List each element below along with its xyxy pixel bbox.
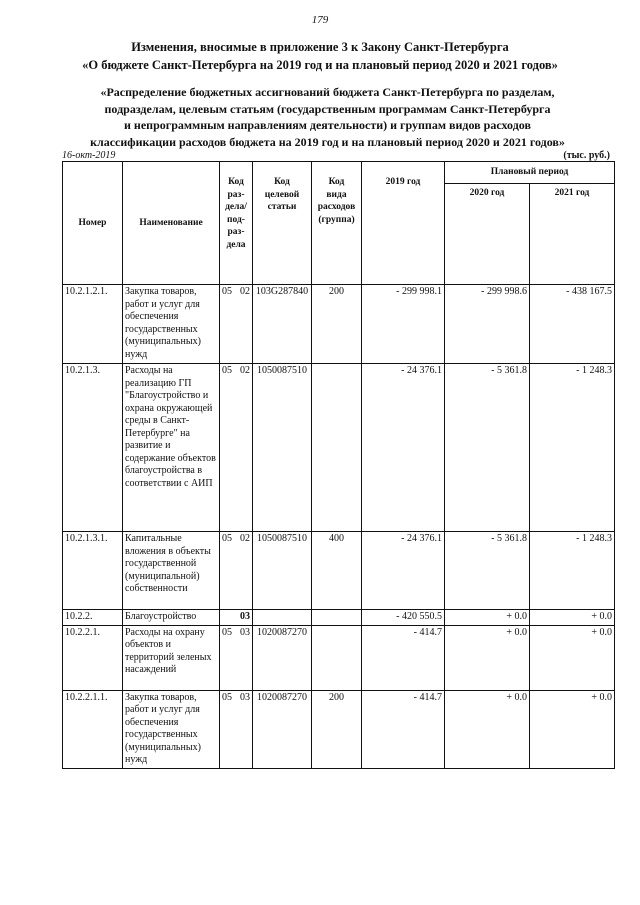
row-2019: - 414.7 <box>362 690 445 768</box>
row-name: Расходы на охрану объектов и территорий зеленых насаждений <box>123 625 220 690</box>
units-label: (тыс. руб.) <box>563 150 610 161</box>
row-target: 1050087510 <box>253 364 312 532</box>
row-2020: - 5 361.8 <box>445 532 530 610</box>
header-expense-type: Код вида расходов (группа) <box>312 162 362 285</box>
row-section: 05 02 <box>220 364 253 532</box>
row-2021: - 1 248.3 <box>530 364 615 532</box>
row-number: 10.2.1.2.1. <box>63 285 123 364</box>
row-2019: - 414.7 <box>362 625 445 690</box>
row-2020: - 5 361.8 <box>445 364 530 532</box>
table-row <box>63 690 615 768</box>
subtitle-line: подразделам, целевым статьям (государственным программам Санкт-Петербурга <box>104 101 551 116</box>
row-2019: - 420 550.5 <box>362 610 445 626</box>
row-type: 200 <box>312 690 362 768</box>
row-target <box>253 610 312 626</box>
row-type <box>312 625 362 690</box>
title-line: Изменения, вносимые в приложение 3 к Закону Санкт-Петербурга <box>131 40 509 54</box>
row-target: 1020087270 <box>253 690 312 768</box>
row-2021: + 0.0 <box>530 610 615 626</box>
document-date: 16-окт-2019 <box>62 150 116 161</box>
subtitle-line: «Распределение бюджетных ассигнований бюджета Санкт-Петербурга по разделам, <box>100 85 555 99</box>
header-2021: 2021 год <box>530 184 615 285</box>
header-number: Номер <box>63 162 123 285</box>
document-title <box>40 38 600 74</box>
row-section: 03 <box>220 610 253 626</box>
row-2020: + 0.0 <box>445 625 530 690</box>
row-2019: - 24 376.1 <box>362 364 445 532</box>
row-2021: - 1 248.3 <box>530 532 615 610</box>
row-type: 200 <box>312 285 362 364</box>
row-section: 05 03 <box>220 690 253 768</box>
header-2019: 2019 год <box>362 162 445 285</box>
table-row <box>63 364 615 532</box>
row-section: 05 03 <box>220 625 253 690</box>
row-2021: - 438 167.5 <box>530 285 615 364</box>
row-2020: + 0.0 <box>445 690 530 768</box>
table-row <box>63 285 615 364</box>
row-2020: + 0.0 <box>445 610 530 626</box>
row-2021: + 0.0 <box>530 625 615 690</box>
row-target: 103G287840 <box>253 285 312 364</box>
header-2020: 2020 год <box>445 184 530 285</box>
row-name: Закупка товаров, работ и услуг для обеспечения государственных (муниципальных) нужд <box>123 690 220 768</box>
row-type <box>312 610 362 626</box>
subtitle-line: и непрограммным направлениям деятельности) и группам видов расходов <box>124 118 531 132</box>
row-2019: - 24 376.1 <box>362 532 445 610</box>
row-number: 10.2.1.3.1. <box>63 532 123 610</box>
row-number: 10.2.2. <box>63 610 123 626</box>
subtitle-line: классификации расходов бюджета на 2019 год и на плановый период 2020 и 2021 годов» <box>90 134 565 149</box>
table-row <box>63 532 615 610</box>
page-number: 179 <box>311 14 329 26</box>
row-type: 400 <box>312 532 362 610</box>
row-2019: - 299 998.1 <box>362 285 445 364</box>
row-2020: - 299 998.6 <box>445 285 530 364</box>
header-planned-period: Плановый период <box>445 162 615 184</box>
row-name: Расходы на реализацию ГП "Благоустройство и охрана окружающей среды в Санкт-Петербурге" на развитие и содержание объектов благоустройства в соответствии с АИП <box>123 364 220 532</box>
row-name: Благоустройство <box>123 610 220 626</box>
header-section: Код раз- дела/ под- раз- дела <box>220 162 253 285</box>
row-name: Капитальные вложения в объекты государственной (муниципальной) собственности <box>123 532 220 610</box>
document-subtitle <box>55 84 600 150</box>
row-number: 10.2.2.1. <box>63 625 123 690</box>
row-target: 1050087510 <box>253 532 312 610</box>
table-row <box>63 610 615 626</box>
row-target: 1020087270 <box>253 625 312 690</box>
row-number: 10.2.2.1.1. <box>63 690 123 768</box>
title-line: «О бюджете Санкт-Петербурга на 2019 год и на плановый период 2020 и 2021 годов» <box>82 58 558 72</box>
row-section: 05 02 <box>220 285 253 364</box>
row-section: 05 02 <box>220 532 253 610</box>
row-number: 10.2.1.3. <box>63 364 123 532</box>
row-name: Закупка товаров, работ и услуг для обеспечения государственных (муниципальных) нужд <box>123 285 220 364</box>
row-2021: + 0.0 <box>530 690 615 768</box>
table-row <box>63 625 615 690</box>
header-name: Наименование <box>123 162 220 285</box>
header-target: Код целевой статьи <box>253 162 312 285</box>
row-type <box>312 364 362 532</box>
budget-table <box>62 161 615 769</box>
